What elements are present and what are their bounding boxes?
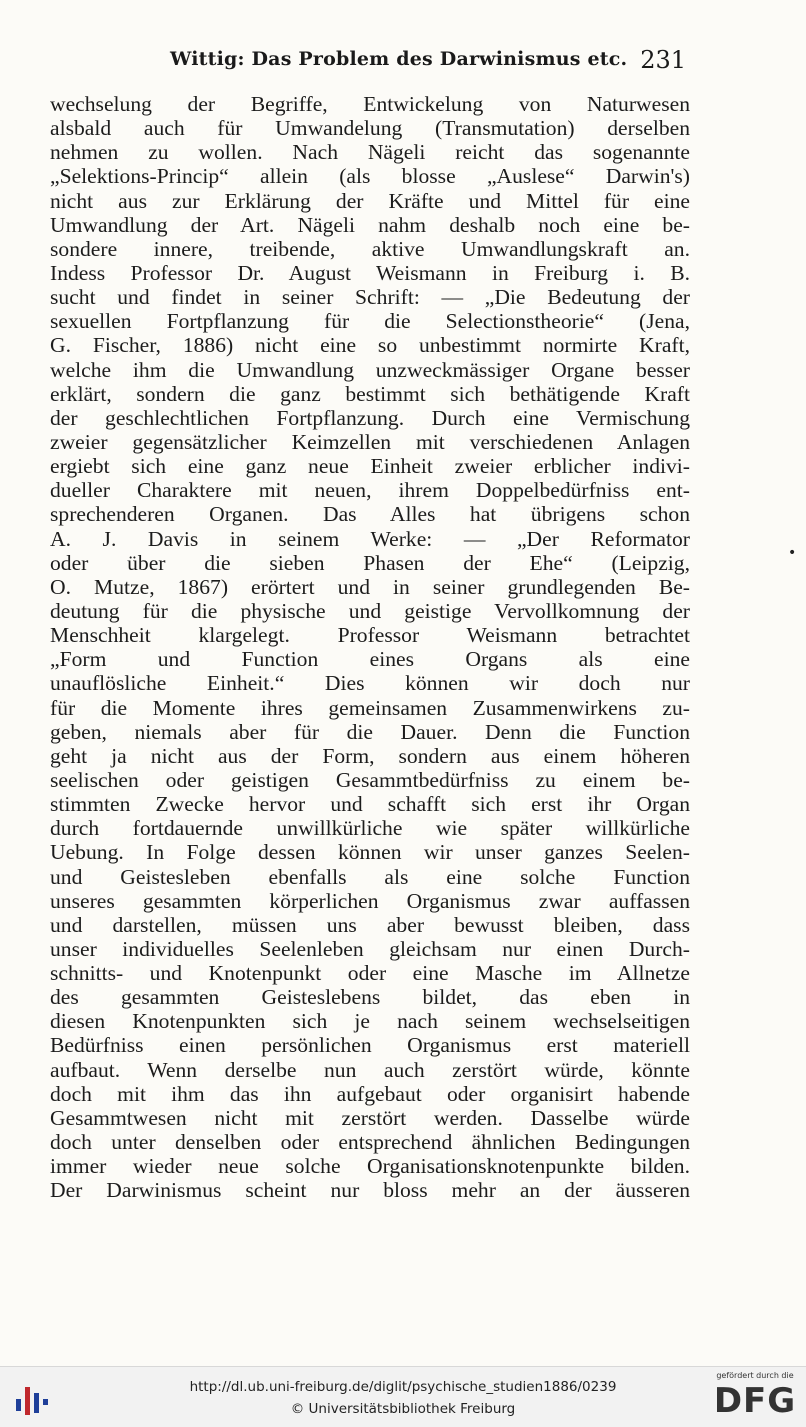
- text-line: geben, niemals aber für die Dauer. Denn die Function: [50, 719, 690, 744]
- funder-logo: DFG: [713, 1381, 797, 1421]
- text-line: diesen Knotenpunkten sich je nach seinem wechselseitigen: [50, 1009, 690, 1034]
- text-line: G. Fischer, 1886) nicht eine so unbestimmt normirte Kraft,: [50, 333, 690, 358]
- source-url[interactable]: http://dl.ub.uni-freiburg.de/diglit/psychische_studien1886/0239: [189, 1379, 617, 1395]
- text-line: unauflösliche Einheit.“ Dies können wir doch nur: [50, 671, 690, 696]
- text-line: der geschlechtlichen Fortpflanzung. Durch eine Vermischung: [50, 405, 690, 430]
- funder-note: gefördert durch die: [716, 1371, 794, 1380]
- text-line: und Geistesleben ebenfalls als eine solche Function: [50, 864, 690, 889]
- text-line: nehmen zu wollen. Nach Nägeli reicht das sogenannte: [50, 140, 690, 165]
- text-line: Indess Professor Dr. August Weismann in Freiburg i. B.: [50, 260, 690, 285]
- running-title: Wittig: Das Problem des Darwinismus etc.: [170, 48, 628, 70]
- text-line: O. Mutze, 1867) erörtert und in seiner grundlegenden Be-: [50, 574, 690, 599]
- text-line: wechselung der Begriffe, Entwickelung von Naturwesen: [50, 92, 690, 116]
- page-number: 231: [640, 46, 686, 74]
- dfg-logo: [712, 1371, 798, 1423]
- text-line: „Form und Function eines Organs als eine: [50, 647, 690, 672]
- text-line: zweier gegensätzlicher Keimzellen mit verschiedenen Anlagen: [50, 429, 690, 454]
- text-line: „Selektions-Princip“ allein (als blosse „Auslese“ Darwin's): [50, 164, 690, 189]
- text-line: sondere innere, treibende, aktive Umwandlungskraft an.: [50, 236, 690, 261]
- running-head: [50, 44, 690, 80]
- text-line: stimmten Zwecke hervor und schafft sich erst ihr Organ: [50, 792, 690, 817]
- text-line: A. J. Davis in seinem Werke: — „Der Reformator: [50, 526, 690, 551]
- viewer-footer: [0, 1366, 806, 1427]
- text-line: aufbaut. Wenn derselbe nun auch zerstört würde, könnte: [50, 1057, 690, 1082]
- text-line: ergiebt sich eine ganz neue Einheit zweier erblicher indivi-: [50, 454, 690, 479]
- text-line: welche ihm die Umwandlung unzweckmässiger Organe besser: [50, 357, 690, 382]
- text-line: sprechenderen Organen. Das Alles hat übrigens schon: [50, 502, 690, 527]
- text-line: unseres gesammten körperlichen Organismus zwar auffassen: [50, 888, 690, 913]
- text-line: Uebung. In Folge dessen können wir unser ganzes Seelen-: [50, 840, 690, 865]
- text-line: Menschheit klargelegt. Professor Weismann betrachtet: [50, 623, 690, 648]
- text-line: des gesammten Geisteslebens bildet, das eben in: [50, 985, 690, 1010]
- text-line: für die Momente ihres gemeinsamen Zusammenwirkens zu-: [50, 695, 690, 720]
- text-line: und darstellen, müssen uns aber bewusst bleiben, dass: [50, 912, 690, 937]
- text-line: alsbald auch für Umwandelung (Transmutation) derselben: [50, 116, 690, 141]
- body-text: [50, 92, 690, 1202]
- text-line: Umwandlung der Art. Nägeli nahm deshalb noch eine be-: [50, 212, 690, 237]
- text-line: doch mit ihm das ihn aufgebaut oder organisirt habende: [50, 1081, 690, 1106]
- text-line: unser individuelles Seelenleben gleichsam nur einen Durch-: [50, 936, 690, 961]
- text-line: nicht aus zur Erklärung der Kräfte und Mittel für eine: [50, 188, 690, 213]
- copyright-notice: © Universitätsbibliothek Freiburg: [290, 1401, 516, 1417]
- text-line: schnitts- und Knotenpunkt oder eine Masche im Allnetze: [50, 961, 690, 986]
- text-line: immer wieder neue solche Organisationsknotenpunkte bilden.: [50, 1154, 690, 1179]
- text-line: Der Darwinismus scheint nur bloss mehr an der äusseren: [50, 1178, 690, 1203]
- text-line: Bedürfniss einen persönlichen Organismus erst materiell: [50, 1033, 690, 1058]
- margin-mark: •: [788, 545, 797, 561]
- text-line: sucht und findet in seiner Schrift: — „Die Bedeutung der: [50, 285, 690, 310]
- text-line: seelischen oder geistigen Gesammtbedürfniss zu einem be-: [50, 767, 690, 792]
- text-line: oder über die sieben Phasen der Ehe“ (Leipzig,: [50, 550, 690, 575]
- text-line: deutung für die physische und geistige Vervollkomnung der: [50, 598, 690, 623]
- text-line: durch fortdauernde unwillkürliche wie später willkürliche: [50, 816, 690, 841]
- text-line: doch unter denselben oder entsprechend ähnlichen Bedingungen: [50, 1130, 690, 1155]
- text-line: Gesammtwesen nicht mit zerstört werden. Dasselbe würde: [50, 1105, 690, 1130]
- text-line: dueller Charaktere mit neuen, ihrem Doppelbedürfniss ent-: [50, 478, 690, 503]
- text-line: geht ja nicht aus der Form, sondern aus einem höheren: [50, 743, 690, 768]
- text-line: sexuellen Fortpflanzung für die Selectionstheorie“ (Jena,: [50, 309, 690, 334]
- text-line: erklärt, sondern die ganz bestimmt sich bethätigende Kraft: [50, 381, 690, 406]
